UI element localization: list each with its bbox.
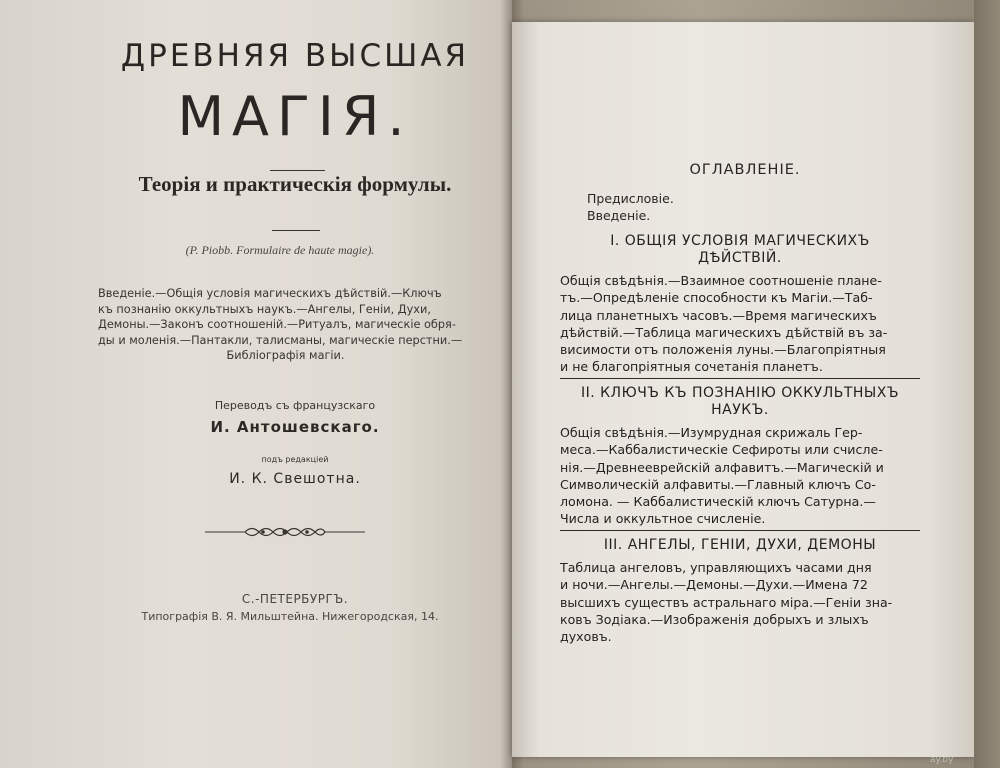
section-divider <box>560 530 920 531</box>
subtitle-rule <box>272 230 320 231</box>
ornament-icon <box>205 522 365 542</box>
body-line: висимости отъ положенія луны.—Благопріятныя <box>560 342 886 358</box>
section-3-body <box>560 559 920 645</box>
contents-summary <box>98 286 473 364</box>
body-line: меса.—Каббалистическіе Сефироты или счисле- <box>560 442 883 458</box>
body-line: дѣйствій.—Таблица магическихъ дѣйствій въ за- <box>560 324 888 340</box>
section-2-body <box>560 424 920 528</box>
edited-by-label: подъ редакціей <box>261 455 329 464</box>
body-line: тъ.—Опредѣленіе способности къ Магіи.—Таб- <box>560 290 873 306</box>
heading-line: III. АНГЕЛЫ, ГЕНІИ, ДУХИ, ДЕМОНЫ <box>603 537 877 553</box>
body-line: и не благопріятныя сочетанія планетъ. <box>560 359 823 375</box>
translator-name: И. Антошевскаго. <box>210 418 380 436</box>
toc-title: ОГЛАВЛЕНІЕ. <box>689 162 801 178</box>
body-line: лица планетныхъ часовъ.—Время магическихъ <box>560 307 877 323</box>
translated-by-label: Переводъ съ французскаго <box>214 399 376 412</box>
contents-line: Библіографія магіи. <box>226 349 345 362</box>
section-1-heading <box>555 233 925 267</box>
editor-name: И. К. Свешотна. <box>229 471 361 487</box>
title-line-2: МАГІЯ. <box>177 85 413 148</box>
source-reference: (P. Piobb. Formulaire de haute magie). <box>185 243 375 257</box>
body-line: ковъ Зодіака.—Изображенія добрыхъ и злыхъ <box>560 611 869 627</box>
body-line: Символическій алфавиты.—Главный ключъ Со- <box>560 476 876 492</box>
contents-line: ды и моленія.—Пантакли, талисманы, магическіе перстни.— <box>98 333 463 347</box>
body-line: Таблица ангеловъ, управляющихъ часами дня <box>560 560 872 575</box>
heading-line: НАУКЪ. <box>711 402 769 418</box>
heading-line: I. ОБЩІЯ УСЛОВІЯ МАГИЧЕСКИХЪ <box>610 233 870 249</box>
body-line: духовъ. <box>560 629 612 645</box>
contents-line: къ познанію оккультныхъ наукъ.—Ангелы, Геніи, Духи, <box>98 302 431 316</box>
contents-line: Демоны.—Законъ соотношеній.—Ритуалъ, магическіе обря- <box>98 318 456 331</box>
title-rule <box>270 170 325 171</box>
section-2-heading <box>555 385 925 419</box>
contents-line: Введеніе.—Общія условія магическихъ дѣйствій.—Ключъ <box>98 287 442 300</box>
heading-line: II. КЛЮЧЪ КЪ ПОЗНАНІЮ ОККУЛЬТНЫХЪ <box>580 385 900 401</box>
subtitle: Теорія и практическія формулы. <box>138 172 452 196</box>
body-line: Общія свѣдѣнія.—Изумрудная скрижаль Гер- <box>560 425 863 440</box>
body-line: Числа и оккультное счисленіе. <box>560 511 766 527</box>
publication-city: С.-ПЕТЕРБУРГЪ. <box>241 592 349 606</box>
body-line: нія.—Древнееврейскій алфавитъ.—Магическій и <box>560 459 884 475</box>
toc-preface: Предисловіе. <box>587 191 674 206</box>
title-line-1: ДРЕВНЯЯ ВЫСШАЯ <box>120 38 470 74</box>
toc-introduction: Введеніе. <box>587 208 651 223</box>
body-line: и ночи.—Ангелы.—Демоны.—Духи.—Имена 72 <box>560 577 868 593</box>
section-divider <box>560 378 920 379</box>
body-line: Общія свѣдѣнія.—Взаимное соотношеніе плане- <box>560 273 882 288</box>
body-line: высшихъ существъ астральнаго міра.—Геніи зна- <box>560 594 893 610</box>
printer-info: Типографія В. Я. Мильштейна. Нижегородская, 14. <box>141 610 439 623</box>
table-edge <box>974 0 1000 768</box>
watermark: ay.by <box>930 755 954 765</box>
section-1-body <box>560 272 920 376</box>
body-line: ломона. — Каббалистическій ключъ Сатурна.— <box>560 494 876 510</box>
section-3-heading <box>555 537 925 554</box>
heading-line: ДѢЙСТВІЙ. <box>698 250 782 266</box>
